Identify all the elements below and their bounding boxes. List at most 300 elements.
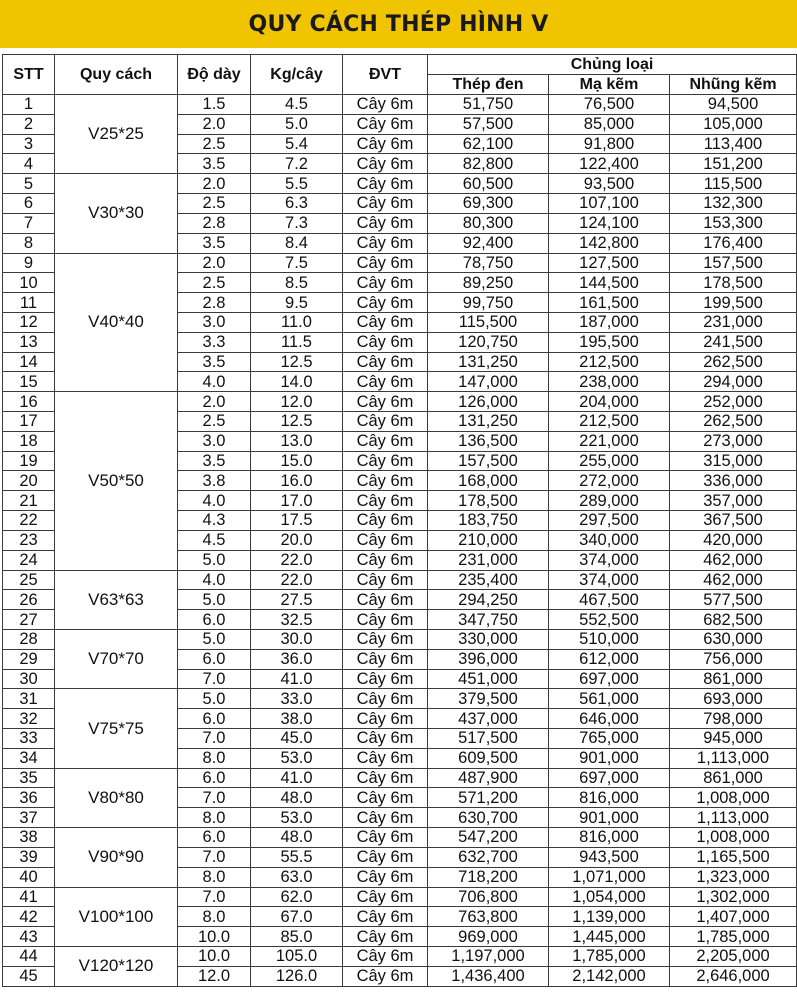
black-price-cell: 131,250 <box>428 412 549 432</box>
stt-cell: 12 <box>3 312 55 332</box>
stt-cell: 30 <box>3 669 55 689</box>
unit-cell: Cây 6m <box>343 610 428 630</box>
weight-cell: 11.5 <box>251 332 343 352</box>
black-price-cell: 763,800 <box>428 907 549 927</box>
page-title: QUY CÁCH THÉP HÌNH V <box>248 11 549 37</box>
galvanized-price-cell: 91,800 <box>549 134 670 154</box>
thickness-cell: 2.5 <box>178 134 251 154</box>
unit-cell: Cây 6m <box>343 451 428 471</box>
thickness-cell: 4.0 <box>178 491 251 511</box>
black-price-cell: 178,500 <box>428 491 549 511</box>
unit-cell: Cây 6m <box>343 213 428 233</box>
stt-cell: 32 <box>3 709 55 729</box>
weight-cell: 5.5 <box>251 174 343 194</box>
table-row <box>3 887 797 907</box>
unit-cell: Cây 6m <box>343 550 428 570</box>
black-price-cell: 157,500 <box>428 451 549 471</box>
black-price-cell: 92,400 <box>428 233 549 253</box>
weight-cell: 6.3 <box>251 194 343 214</box>
hot-dip-price-cell: 798,000 <box>670 709 797 729</box>
unit-cell: Cây 6m <box>343 194 428 214</box>
stt-cell: 18 <box>3 431 55 451</box>
weight-cell: 12.0 <box>251 392 343 412</box>
black-price-cell: 231,000 <box>428 550 549 570</box>
black-price-cell: 969,000 <box>428 927 549 947</box>
galvanized-price-cell: 195,500 <box>549 332 670 352</box>
unit-cell: Cây 6m <box>343 95 428 115</box>
hot-dip-price-cell: 693,000 <box>670 689 797 709</box>
stt-cell: 11 <box>3 293 55 313</box>
hot-dip-price-cell: 420,000 <box>670 530 797 550</box>
weight-cell: 7.5 <box>251 253 343 273</box>
black-price-cell: 62,100 <box>428 134 549 154</box>
stt-cell: 5 <box>3 174 55 194</box>
galvanized-price-cell: 612,000 <box>549 649 670 669</box>
weight-cell: 7.2 <box>251 154 343 174</box>
stt-cell: 13 <box>3 332 55 352</box>
black-price-cell: 115,500 <box>428 312 549 332</box>
thickness-cell: 6.0 <box>178 828 251 848</box>
black-price-cell: 609,500 <box>428 748 549 768</box>
black-price-cell: 131,250 <box>428 352 549 372</box>
black-price-cell: 396,000 <box>428 649 549 669</box>
thickness-cell: 3.8 <box>178 471 251 491</box>
galvanized-price-cell: 552,500 <box>549 610 670 630</box>
black-price-cell: 147,000 <box>428 372 549 392</box>
galvanized-price-cell: 212,500 <box>549 352 670 372</box>
weight-cell: 17.5 <box>251 511 343 531</box>
weight-cell: 55.5 <box>251 847 343 867</box>
galvanized-price-cell: 1,054,000 <box>549 887 670 907</box>
unit-cell: Cây 6m <box>343 114 428 134</box>
hot-dip-price-cell: 153,300 <box>670 213 797 233</box>
thickness-cell: 2.0 <box>178 253 251 273</box>
stt-cell: 42 <box>3 907 55 927</box>
unit-cell: Cây 6m <box>343 332 428 352</box>
thickness-cell: 2.5 <box>178 412 251 432</box>
thickness-cell: 4.3 <box>178 511 251 531</box>
galvanized-price-cell: 901,000 <box>549 808 670 828</box>
black-price-cell: 718,200 <box>428 867 549 887</box>
unit-cell: Cây 6m <box>343 530 428 550</box>
weight-cell: 8.5 <box>251 273 343 293</box>
weight-cell: 7.3 <box>251 213 343 233</box>
weight-cell: 4.5 <box>251 95 343 115</box>
unit-cell: Cây 6m <box>343 352 428 372</box>
galvanized-price-cell: 289,000 <box>549 491 670 511</box>
galvanized-price-cell: 943,500 <box>549 847 670 867</box>
unit-cell: Cây 6m <box>343 431 428 451</box>
spec-cell: V90*90 <box>55 828 178 887</box>
thickness-cell: 6.0 <box>178 610 251 630</box>
thickness-cell: 7.0 <box>178 887 251 907</box>
hot-dip-price-cell: 1,008,000 <box>670 788 797 808</box>
weight-cell: 85.0 <box>251 927 343 947</box>
header-unit: ĐVT <box>343 55 428 95</box>
header-thickness: Độ dày <box>178 55 251 95</box>
weight-cell: 48.0 <box>251 828 343 848</box>
weight-cell: 126.0 <box>251 966 343 986</box>
galvanized-price-cell: 255,000 <box>549 451 670 471</box>
galvanized-price-cell: 374,000 <box>549 550 670 570</box>
unit-cell: Cây 6m <box>343 174 428 194</box>
weight-cell: 12.5 <box>251 352 343 372</box>
thickness-cell: 10.0 <box>178 946 251 966</box>
price-table-container <box>2 54 796 990</box>
stt-cell: 19 <box>3 451 55 471</box>
hot-dip-price-cell: 105,000 <box>670 114 797 134</box>
weight-cell: 9.5 <box>251 293 343 313</box>
weight-cell: 63.0 <box>251 867 343 887</box>
unit-cell: Cây 6m <box>343 392 428 412</box>
galvanized-price-cell: 510,000 <box>549 629 670 649</box>
unit-cell: Cây 6m <box>343 412 428 432</box>
spec-cell: V100*100 <box>55 887 178 946</box>
hot-dip-price-cell: 113,400 <box>670 134 797 154</box>
galvanized-price-cell: 124,100 <box>549 213 670 233</box>
black-price-cell: 347,750 <box>428 610 549 630</box>
black-price-cell: 57,500 <box>428 114 549 134</box>
hot-dip-price-cell: 294,000 <box>670 372 797 392</box>
unit-cell: Cây 6m <box>343 808 428 828</box>
stt-cell: 21 <box>3 491 55 511</box>
weight-cell: 20.0 <box>251 530 343 550</box>
black-price-cell: 630,700 <box>428 808 549 828</box>
stt-cell: 40 <box>3 867 55 887</box>
black-price-cell: 51,750 <box>428 95 549 115</box>
black-price-cell: 1,436,400 <box>428 966 549 986</box>
thickness-cell: 4.5 <box>178 530 251 550</box>
black-price-cell: 451,000 <box>428 669 549 689</box>
weight-cell: 41.0 <box>251 669 343 689</box>
black-price-cell: 210,000 <box>428 530 549 550</box>
galvanized-price-cell: 697,000 <box>549 669 670 689</box>
hot-dip-price-cell: 315,000 <box>670 451 797 471</box>
spec-cell: V25*25 <box>55 95 178 174</box>
galvanized-price-cell: 107,100 <box>549 194 670 214</box>
weight-cell: 45.0 <box>251 729 343 749</box>
black-price-cell: 69,300 <box>428 194 549 214</box>
hot-dip-price-cell: 157,500 <box>670 253 797 273</box>
galvanized-price-cell: 646,000 <box>549 709 670 729</box>
weight-cell: 32.5 <box>251 610 343 630</box>
spec-cell: V40*40 <box>55 253 178 392</box>
hot-dip-price-cell: 176,400 <box>670 233 797 253</box>
unit-cell: Cây 6m <box>343 788 428 808</box>
stt-cell: 14 <box>3 352 55 372</box>
stt-cell: 43 <box>3 927 55 947</box>
spec-cell: V75*75 <box>55 689 178 768</box>
unit-cell: Cây 6m <box>343 471 428 491</box>
unit-cell: Cây 6m <box>343 729 428 749</box>
black-price-cell: 235,400 <box>428 570 549 590</box>
thickness-cell: 3.5 <box>178 154 251 174</box>
thickness-cell: 4.0 <box>178 372 251 392</box>
black-price-cell: 547,200 <box>428 828 549 848</box>
hot-dip-price-cell: 151,200 <box>670 154 797 174</box>
stt-cell: 31 <box>3 689 55 709</box>
hot-dip-price-cell: 945,000 <box>670 729 797 749</box>
header-hot-dip: Nhũng kẽm <box>670 75 797 95</box>
galvanized-price-cell: 1,445,000 <box>549 927 670 947</box>
galvanized-price-cell: 1,785,000 <box>549 946 670 966</box>
thickness-cell: 2.8 <box>178 213 251 233</box>
black-price-cell: 183,750 <box>428 511 549 531</box>
header-black-steel: Thép đen <box>428 75 549 95</box>
stt-cell: 34 <box>3 748 55 768</box>
thickness-cell: 2.0 <box>178 114 251 134</box>
unit-cell: Cây 6m <box>343 293 428 313</box>
black-price-cell: 437,000 <box>428 709 549 729</box>
weight-cell: 62.0 <box>251 887 343 907</box>
galvanized-price-cell: 76,500 <box>549 95 670 115</box>
thickness-cell: 5.0 <box>178 550 251 570</box>
weight-cell: 11.0 <box>251 312 343 332</box>
black-price-cell: 80,300 <box>428 213 549 233</box>
weight-cell: 105.0 <box>251 946 343 966</box>
spec-cell: V120*120 <box>55 946 178 986</box>
hot-dip-price-cell: 462,000 <box>670 570 797 590</box>
unit-cell: Cây 6m <box>343 590 428 610</box>
stt-cell: 27 <box>3 610 55 630</box>
hot-dip-price-cell: 682,500 <box>670 610 797 630</box>
table-row <box>3 570 797 590</box>
hot-dip-price-cell: 336,000 <box>670 471 797 491</box>
thickness-cell: 1.5 <box>178 95 251 115</box>
hot-dip-price-cell: 2,646,000 <box>670 966 797 986</box>
table-row <box>3 828 797 848</box>
unit-cell: Cây 6m <box>343 629 428 649</box>
stt-cell: 10 <box>3 273 55 293</box>
galvanized-price-cell: 144,500 <box>549 273 670 293</box>
header-type-group: Chủng loại <box>428 55 797 75</box>
black-price-cell: 168,000 <box>428 471 549 491</box>
galvanized-price-cell: 204,000 <box>549 392 670 412</box>
unit-cell: Cây 6m <box>343 273 428 293</box>
galvanized-price-cell: 93,500 <box>549 174 670 194</box>
black-price-cell: 517,500 <box>428 729 549 749</box>
stt-cell: 1 <box>3 95 55 115</box>
stt-cell: 45 <box>3 966 55 986</box>
thickness-cell: 4.0 <box>178 570 251 590</box>
table-row <box>3 629 797 649</box>
stt-cell: 38 <box>3 828 55 848</box>
thickness-cell: 5.0 <box>178 689 251 709</box>
black-price-cell: 78,750 <box>428 253 549 273</box>
hot-dip-price-cell: 1,785,000 <box>670 927 797 947</box>
hot-dip-price-cell: 367,500 <box>670 511 797 531</box>
weight-cell: 5.4 <box>251 134 343 154</box>
hot-dip-price-cell: 861,000 <box>670 768 797 788</box>
table-row <box>3 689 797 709</box>
hot-dip-price-cell: 1,323,000 <box>670 867 797 887</box>
header-weight: Kg/cây <box>251 55 343 95</box>
weight-cell: 48.0 <box>251 788 343 808</box>
stt-cell: 39 <box>3 847 55 867</box>
thickness-cell: 3.3 <box>178 332 251 352</box>
stt-cell: 33 <box>3 729 55 749</box>
stt-cell: 37 <box>3 808 55 828</box>
thickness-cell: 8.0 <box>178 867 251 887</box>
unit-cell: Cây 6m <box>343 887 428 907</box>
hot-dip-price-cell: 1,113,000 <box>670 748 797 768</box>
unit-cell: Cây 6m <box>343 689 428 709</box>
spec-cell: V63*63 <box>55 570 178 629</box>
weight-cell: 38.0 <box>251 709 343 729</box>
thickness-cell: 2.0 <box>178 174 251 194</box>
spec-cell: V80*80 <box>55 768 178 827</box>
thickness-cell: 3.5 <box>178 352 251 372</box>
thickness-cell: 2.5 <box>178 273 251 293</box>
hot-dip-price-cell: 231,000 <box>670 312 797 332</box>
unit-cell: Cây 6m <box>343 847 428 867</box>
hot-dip-price-cell: 199,500 <box>670 293 797 313</box>
hot-dip-price-cell: 357,000 <box>670 491 797 511</box>
thickness-cell: 3.5 <box>178 233 251 253</box>
unit-cell: Cây 6m <box>343 867 428 887</box>
thickness-cell: 2.5 <box>178 194 251 214</box>
unit-cell: Cây 6m <box>343 966 428 986</box>
black-price-cell: 136,500 <box>428 431 549 451</box>
weight-cell: 8.4 <box>251 233 343 253</box>
stt-cell: 20 <box>3 471 55 491</box>
unit-cell: Cây 6m <box>343 946 428 966</box>
weight-cell: 17.0 <box>251 491 343 511</box>
unit-cell: Cây 6m <box>343 372 428 392</box>
hot-dip-price-cell: 241,500 <box>670 332 797 352</box>
header-stt: STT <box>3 55 55 95</box>
galvanized-price-cell: 816,000 <box>549 828 670 848</box>
stt-cell: 35 <box>3 768 55 788</box>
stt-cell: 44 <box>3 946 55 966</box>
stt-cell: 3 <box>3 134 55 154</box>
thickness-cell: 3.0 <box>178 312 251 332</box>
table-row <box>3 253 797 273</box>
weight-cell: 30.0 <box>251 629 343 649</box>
spec-cell: V50*50 <box>55 392 178 570</box>
stt-cell: 16 <box>3 392 55 412</box>
unit-cell: Cây 6m <box>343 649 428 669</box>
stt-cell: 25 <box>3 570 55 590</box>
table-row <box>3 392 797 412</box>
unit-cell: Cây 6m <box>343 570 428 590</box>
unit-cell: Cây 6m <box>343 312 428 332</box>
thickness-cell: 8.0 <box>178 808 251 828</box>
thickness-cell: 6.0 <box>178 768 251 788</box>
thickness-cell: 7.0 <box>178 847 251 867</box>
weight-cell: 22.0 <box>251 570 343 590</box>
galvanized-price-cell: 1,139,000 <box>549 907 670 927</box>
unit-cell: Cây 6m <box>343 134 428 154</box>
stt-cell: 4 <box>3 154 55 174</box>
spec-cell: V30*30 <box>55 174 178 253</box>
table-row <box>3 174 797 194</box>
galvanized-price-cell: 221,000 <box>549 431 670 451</box>
weight-cell: 12.5 <box>251 412 343 432</box>
stt-cell: 22 <box>3 511 55 531</box>
unit-cell: Cây 6m <box>343 511 428 531</box>
hot-dip-price-cell: 577,500 <box>670 590 797 610</box>
hot-dip-price-cell: 1,008,000 <box>670 828 797 848</box>
hot-dip-price-cell: 1,302,000 <box>670 887 797 907</box>
galvanized-price-cell: 1,071,000 <box>549 867 670 887</box>
table-row <box>3 95 797 115</box>
hot-dip-price-cell: 262,500 <box>670 412 797 432</box>
thickness-cell: 7.0 <box>178 669 251 689</box>
galvanized-price-cell: 142,800 <box>549 233 670 253</box>
hot-dip-price-cell: 132,300 <box>670 194 797 214</box>
table-header <box>3 55 797 95</box>
table-row <box>3 946 797 966</box>
table-row <box>3 768 797 788</box>
unit-cell: Cây 6m <box>343 768 428 788</box>
stt-cell: 9 <box>3 253 55 273</box>
unit-cell: Cây 6m <box>343 233 428 253</box>
stt-cell: 26 <box>3 590 55 610</box>
galvanized-price-cell: 212,500 <box>549 412 670 432</box>
black-price-cell: 99,750 <box>428 293 549 313</box>
galvanized-price-cell: 561,000 <box>549 689 670 709</box>
stt-cell: 23 <box>3 530 55 550</box>
price-table <box>2 54 797 987</box>
hot-dip-price-cell: 252,000 <box>670 392 797 412</box>
black-price-cell: 82,800 <box>428 154 549 174</box>
thickness-cell: 5.0 <box>178 629 251 649</box>
black-price-cell: 571,200 <box>428 788 549 808</box>
hot-dip-price-cell: 115,500 <box>670 174 797 194</box>
weight-cell: 16.0 <box>251 471 343 491</box>
galvanized-price-cell: 340,000 <box>549 530 670 550</box>
hot-dip-price-cell: 178,500 <box>670 273 797 293</box>
hot-dip-price-cell: 262,500 <box>670 352 797 372</box>
hot-dip-price-cell: 2,205,000 <box>670 946 797 966</box>
weight-cell: 22.0 <box>251 550 343 570</box>
black-price-cell: 330,000 <box>428 629 549 649</box>
galvanized-price-cell: 85,000 <box>549 114 670 134</box>
galvanized-price-cell: 127,500 <box>549 253 670 273</box>
galvanized-price-cell: 2,142,000 <box>549 966 670 986</box>
unit-cell: Cây 6m <box>343 491 428 511</box>
thickness-cell: 3.0 <box>178 431 251 451</box>
galvanized-price-cell: 122,400 <box>549 154 670 174</box>
header-galvanized: Mạ kẽm <box>549 75 670 95</box>
spec-cell: V70*70 <box>55 629 178 688</box>
weight-cell: 15.0 <box>251 451 343 471</box>
weight-cell: 13.0 <box>251 431 343 451</box>
hot-dip-price-cell: 1,113,000 <box>670 808 797 828</box>
stt-cell: 24 <box>3 550 55 570</box>
weight-cell: 5.0 <box>251 114 343 134</box>
thickness-cell: 6.0 <box>178 649 251 669</box>
black-price-cell: 60,500 <box>428 174 549 194</box>
black-price-cell: 120,750 <box>428 332 549 352</box>
galvanized-price-cell: 467,500 <box>549 590 670 610</box>
hot-dip-price-cell: 1,407,000 <box>670 907 797 927</box>
hot-dip-price-cell: 630,000 <box>670 629 797 649</box>
unit-cell: Cây 6m <box>343 828 428 848</box>
galvanized-price-cell: 697,000 <box>549 768 670 788</box>
stt-cell: 41 <box>3 887 55 907</box>
thickness-cell: 6.0 <box>178 709 251 729</box>
hot-dip-price-cell: 462,000 <box>670 550 797 570</box>
weight-cell: 67.0 <box>251 907 343 927</box>
thickness-cell: 12.0 <box>178 966 251 986</box>
weight-cell: 53.0 <box>251 808 343 828</box>
unit-cell: Cây 6m <box>343 907 428 927</box>
table-body <box>3 95 797 987</box>
galvanized-price-cell: 901,000 <box>549 748 670 768</box>
thickness-cell: 10.0 <box>178 927 251 947</box>
